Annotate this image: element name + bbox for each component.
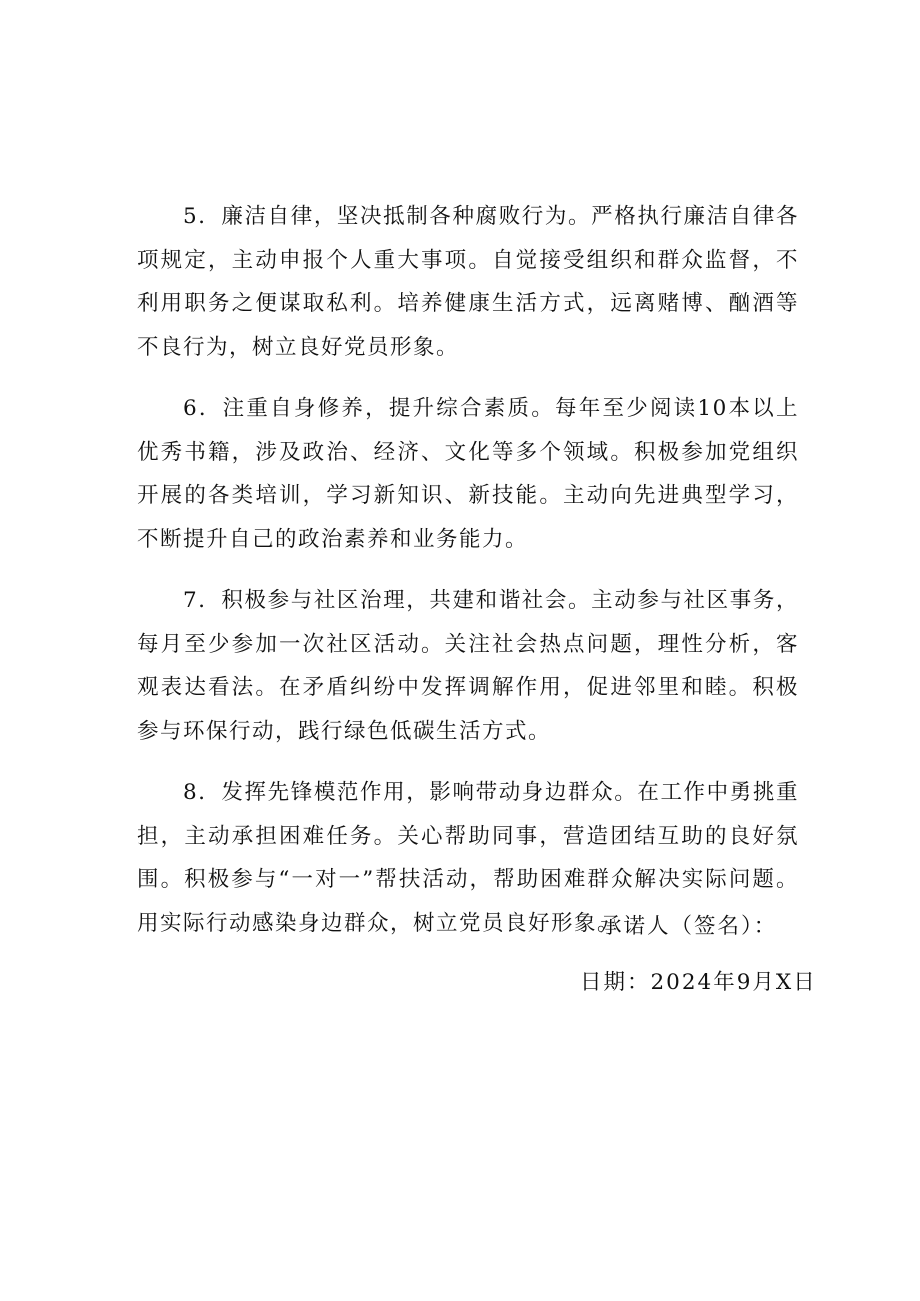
commitment-item-5: 5．廉洁自律，坚决抵制各种腐败行为。严格执行廉洁自律各项规定，主动申报个人重大事项。自觉接受组织和群众监督，不利用职务之便谋取私利。培养健康生活方式，远离赌博、酗酒等不良行为，树立良好党员形象。	[137, 204, 799, 360]
commitment-item-6: 6．注重自身修养，提升综合素质。每年至少阅读10本以上优秀书籍，涉及政治、经济、文化等多个领域。积极参加党组织开展的各类培训，学习新知识、新技能。主动向先进典型学习，不断提升自己的政治素养和业务能力。	[137, 396, 799, 552]
signer-label: 承诺人（签名）：	[600, 914, 778, 939]
commitment-item-7: 7．积极参与社区治理，共建和谐社会。主动参与社区事务，每月至少参加一次社区活动。关注社会热点问题，理性分析，客观表达看法。在矛盾纠纷中发挥调解作用，促进邻里和睦。积极参与环保行动，践行绿色低碳生活方式。	[137, 588, 799, 744]
commitment-body	[137, 195, 799, 963]
commitment-item-8: 8．发挥先锋模范作用，影响带动身边群众。在工作中勇挑重担，主动承担困难任务。关心帮助同事，营造团结互助的良好氛围。积极参与“一对一”帮扶活动，帮助困难群众解决实际问题。用实际行动感染身边群众，树立党员良好形象。	[137, 780, 799, 936]
date-label: 日期：2024年9月X日	[580, 970, 817, 995]
signature-block	[560, 905, 817, 1004]
